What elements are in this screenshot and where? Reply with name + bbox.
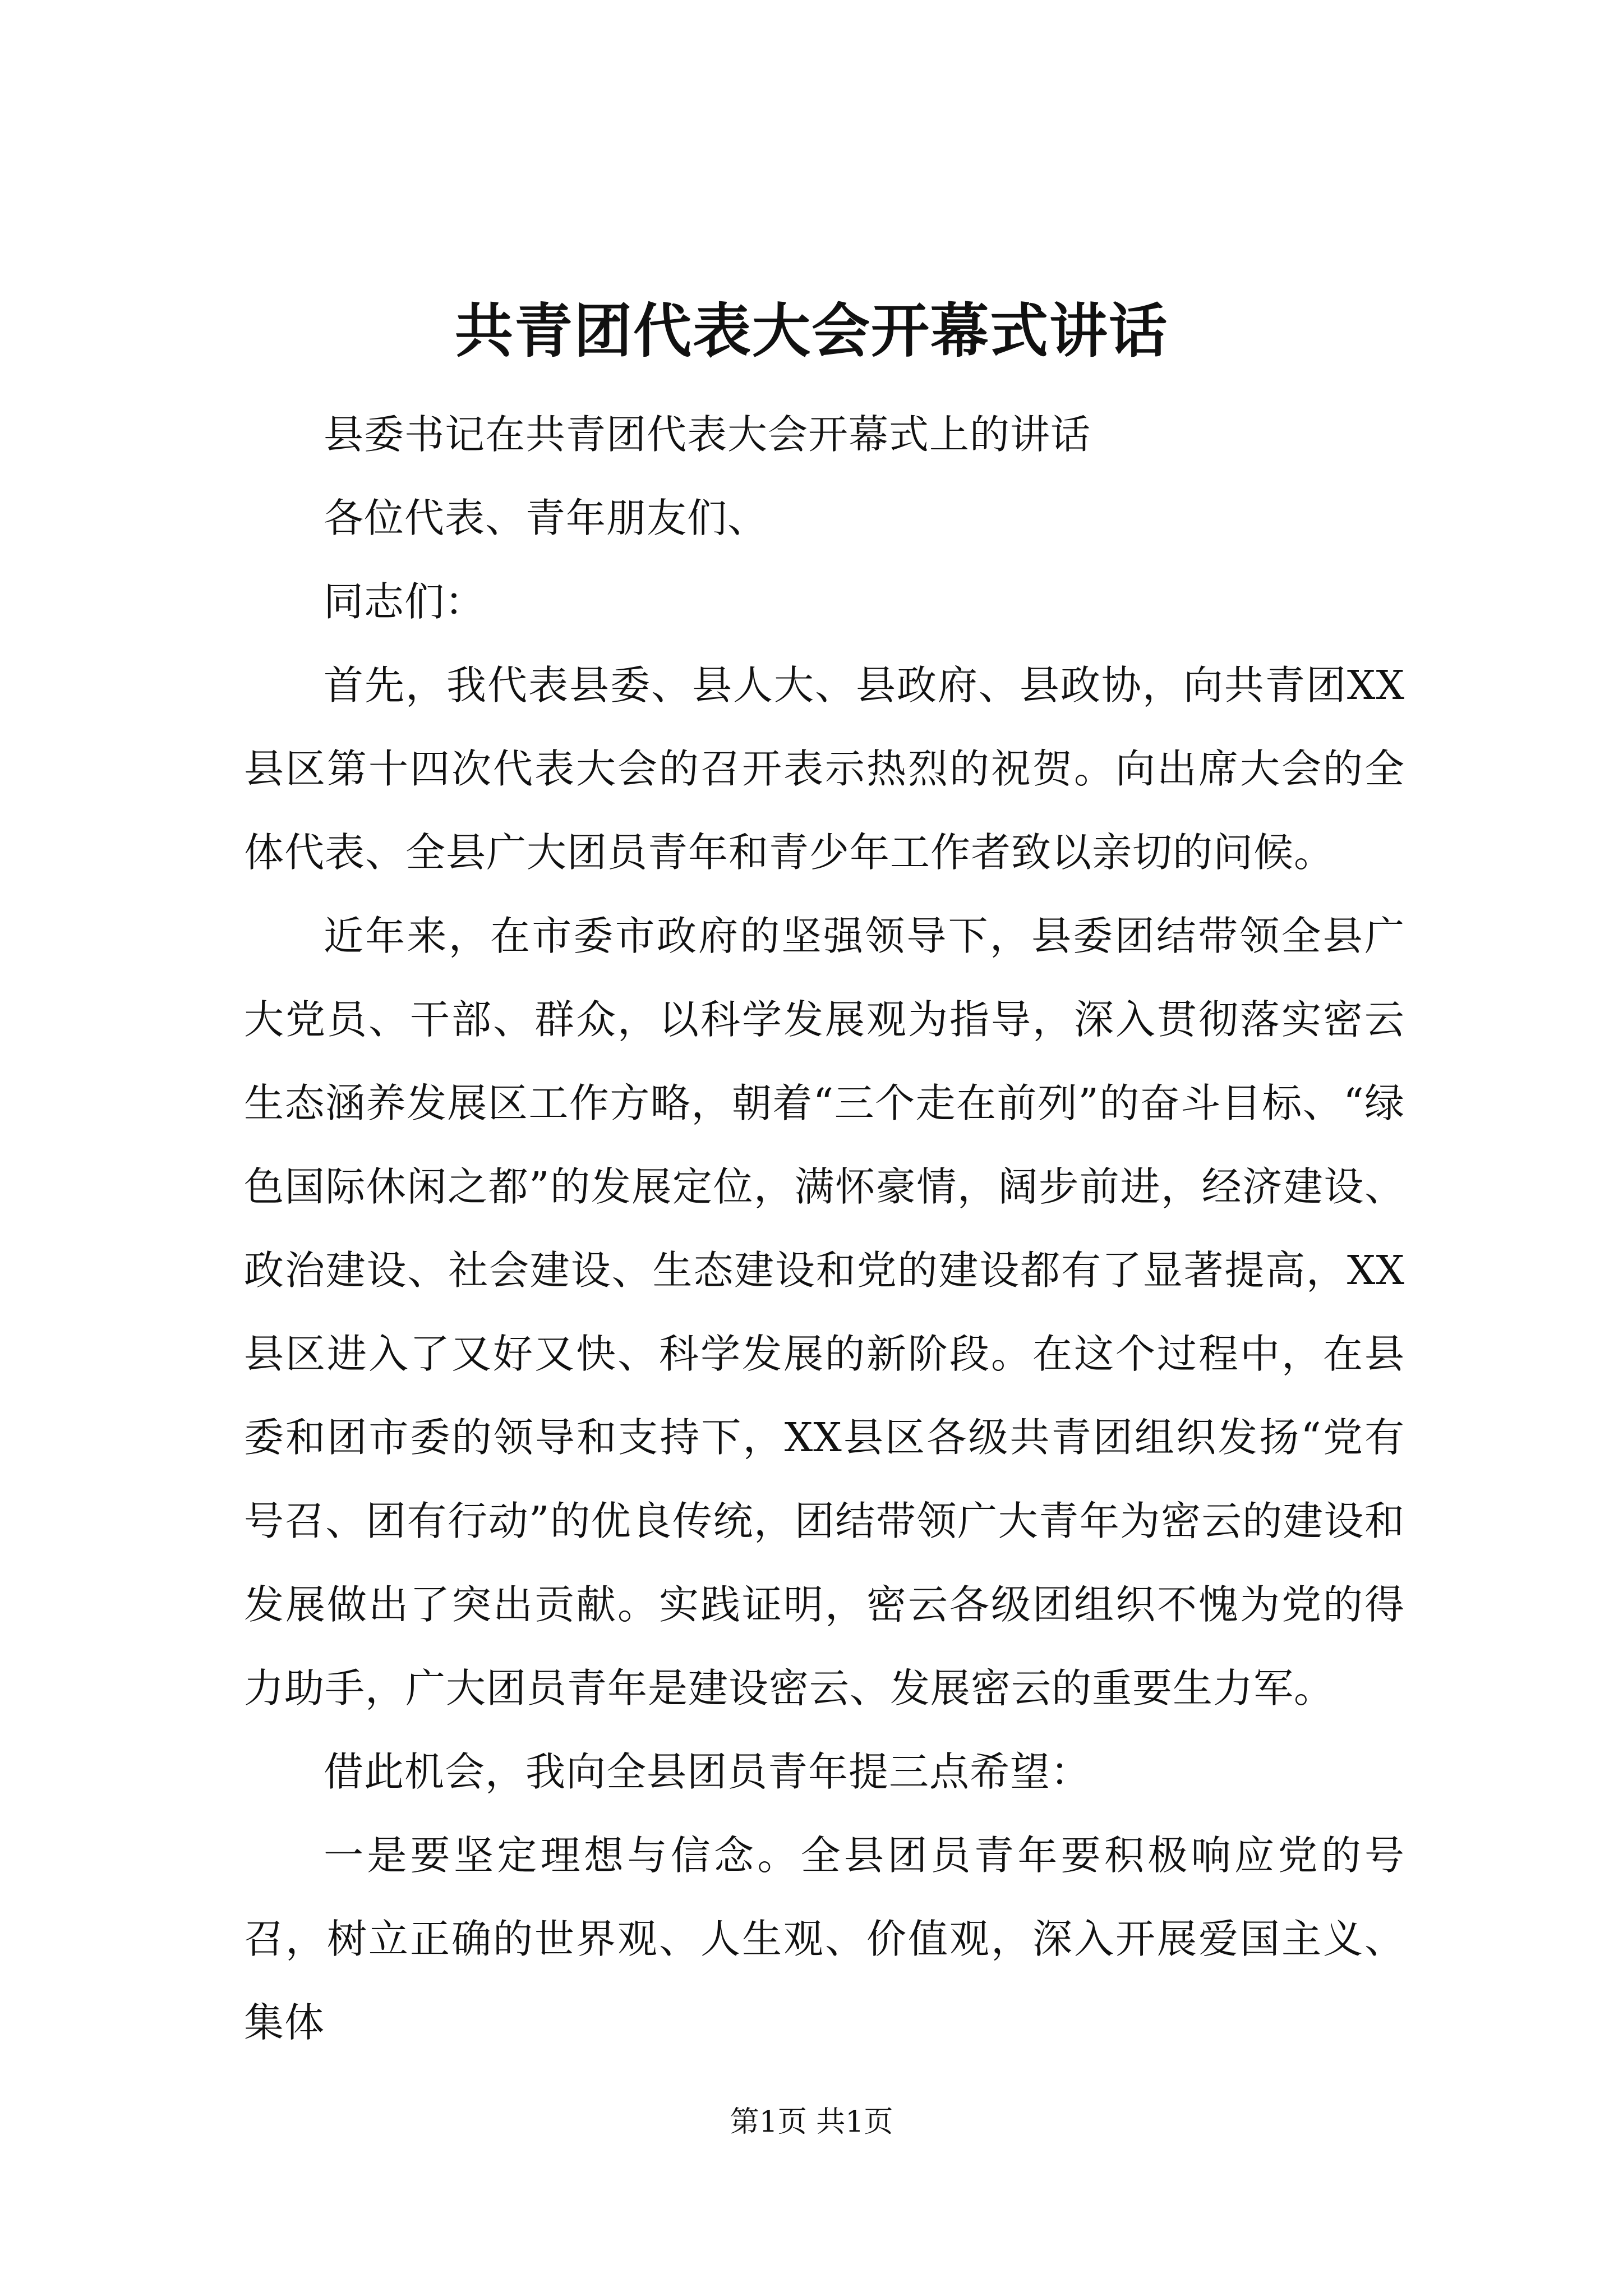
paragraph-salutation: 各位代表、青年朋友们、	[324, 495, 768, 541]
paragraph-achievements: 近年来，在市委市政府的坚强领导下，县委团结带领全县广大党员、干部、群众，以科学发展观为指导，深入贯彻落实密云生态涵养发展区工作方略，朝着“三个走在前列”的奋斗目标、“绿色国际休闲之都”的发展定位，满怀豪情，阔步前进，经济建设、政治建设、社会建设、生态建设和党的建设都有了显著提高，XX县区进入了又好又快、科学发展的新阶段。在这个过程中，在县委和团市委的领导和支持下，XX县区各级共青团组织发扬“党有号召、团有行动”的优良传统，团结带领广大青年为密云的建设和发展做出了突出贡献。实践证明，密云各级团组织不愧为党的得力助手，广大团员青年是建设密云、发展密云的重要生力军。	[244, 913, 1405, 1711]
paragraph-hopes-intro: 借此机会，我向全县团员青年提三点希望：	[324, 1749, 1091, 1795]
page-number: 第1页 共1页	[730, 2105, 893, 2139]
document-body	[244, 393, 1405, 2064]
paragraph-hope-one: 一是要坚定理想与信念。全县团员青年要积极响应党的号召，树立正确的世界观、人生观、价值观，深入开展爱国主义、集体	[244, 1832, 1405, 2046]
document-title: 共青团代表大会开幕式讲话	[454, 296, 1168, 365]
paragraph-salutation-2: 同志们：	[324, 578, 486, 625]
paragraph-subtitle: 县委书记在共青团代表大会开幕式上的讲话	[324, 411, 1091, 458]
page-footer	[0, 2102, 1623, 2142]
paragraph-greeting: 首先，我代表县委、县人大、县政府、县政协，向共青团XX县区第十四次代表大会的召开表示热烈的祝贺。向出席大会的全体代表、全县广大团员青年和青少年工作者致以亲切的问候。	[244, 662, 1405, 876]
